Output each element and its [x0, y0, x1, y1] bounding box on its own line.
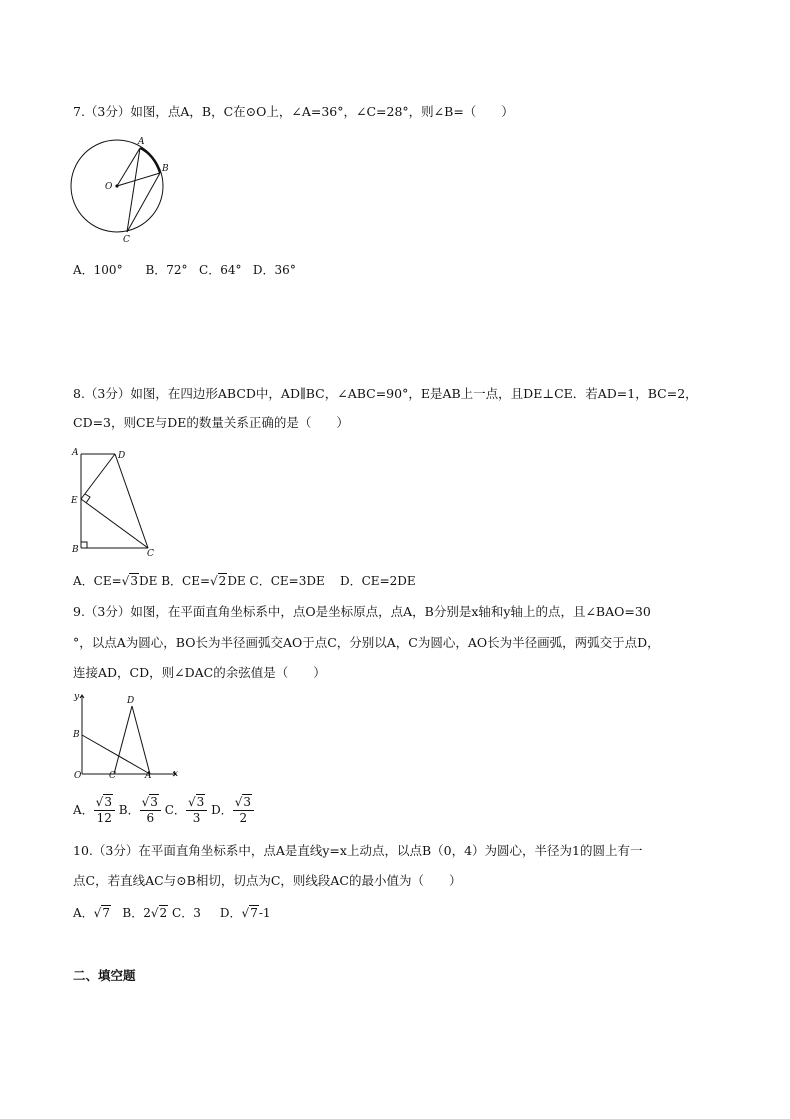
q9-coordinate-figure: [66, 690, 182, 782]
q8-option-d[interactable]: D．CE=2DE: [340, 574, 416, 588]
q10-option-d[interactable]: D．√7-1: [219, 906, 271, 920]
q7-option-a[interactable]: A．100°: [73, 263, 123, 277]
q9-text-line1: 9.（3分）如图，在平面直角坐标系中，点O是坐标原点，点A，B分别是x轴和y轴上的点，且∠BAO=30: [73, 604, 651, 619]
q7-text: 7.（3分）如图，点A，B，C在⊙O上，∠A=36°，∠C=28°，则∠B=（ ）: [73, 104, 514, 119]
q8-label-E: E: [71, 496, 78, 506]
section-heading-fill-in: 二、填空题: [73, 968, 136, 983]
q8-label-B: B: [72, 545, 79, 555]
q10-options: [73, 904, 271, 921]
q9-option-c[interactable]: C． $\frac{√3}{3}$: [165, 803, 207, 817]
q9-label-x: x: [173, 769, 179, 779]
q9-option-d[interactable]: D． $\frac{√3}{2}$: [211, 803, 254, 817]
q9-option-a[interactable]: A． $\frac{√3}{12}$: [73, 803, 115, 817]
q9-label-B: B: [73, 730, 80, 740]
q7-label-B: B: [162, 164, 169, 174]
q7-option-d[interactable]: D．36°: [252, 263, 296, 277]
q9-label-D: D: [127, 696, 135, 706]
q8-quadrilateral-figure: [66, 444, 166, 559]
q7-label-O: O: [105, 182, 113, 192]
q8-option-c[interactable]: C．CE=3DE: [249, 574, 325, 588]
q9-label-C: C: [109, 771, 116, 781]
q8-label-C: C: [147, 549, 154, 559]
q10-option-b[interactable]: B．2√2: [122, 906, 168, 920]
q9-option-b[interactable]: B． $\frac{√3}{6}$: [119, 803, 161, 817]
q10-option-c[interactable]: C．3: [172, 906, 201, 920]
q10-text-line2: 点C，若直线AC与⊙B相切，切点为C，则线段AC的最小值为（ ）: [73, 873, 462, 888]
q8-label-D: D: [118, 451, 126, 461]
q8-option-b[interactable]: B．CE=√2DE: [161, 574, 246, 588]
q10-option-a[interactable]: A．√7: [73, 906, 110, 920]
q10-text-line1: 10.（3分）在平面直角坐标系中，点A是直线y=x上动点，以点B（0，4）为圆心，半径为1的圆上有一: [73, 843, 643, 858]
q7-options: [73, 261, 296, 278]
q7-circle-figure: [66, 133, 176, 245]
q7-label-A: A: [138, 137, 145, 147]
q9-text-line3: 连接AD，CD，则∠DAC的余弦值是（ ）: [73, 665, 326, 680]
q9-text-line2: °，以点A为圆心，BO长为半径画弧交AO于点C，分别以A，C为圆心，AO长为半径画弧，两弧交于点D，: [73, 635, 660, 650]
q8-text-line2: CD=3，则CE与DE的数量关系正确的是（ ）: [73, 415, 349, 430]
q8-option-a[interactable]: A．CE=√3DE: [73, 574, 158, 588]
q9-options: [73, 794, 254, 826]
q9-label-O: O: [74, 771, 82, 781]
q9-label-A: A: [145, 771, 152, 781]
q8-label-A: A: [72, 448, 79, 458]
q8-text-line1: 8.（3分）如图，在四边形ABCD中，AD∥BC，∠ABC=90°，E是AB上一点，且DE⊥CE．若AD=1，BC=2，: [73, 386, 698, 401]
q9-label-y: y: [74, 692, 80, 702]
q7-option-b[interactable]: B．72°: [145, 263, 188, 277]
q7-option-c[interactable]: C．64°: [199, 263, 242, 277]
q8-options: [73, 572, 416, 589]
q7-label-C: C: [123, 235, 130, 245]
